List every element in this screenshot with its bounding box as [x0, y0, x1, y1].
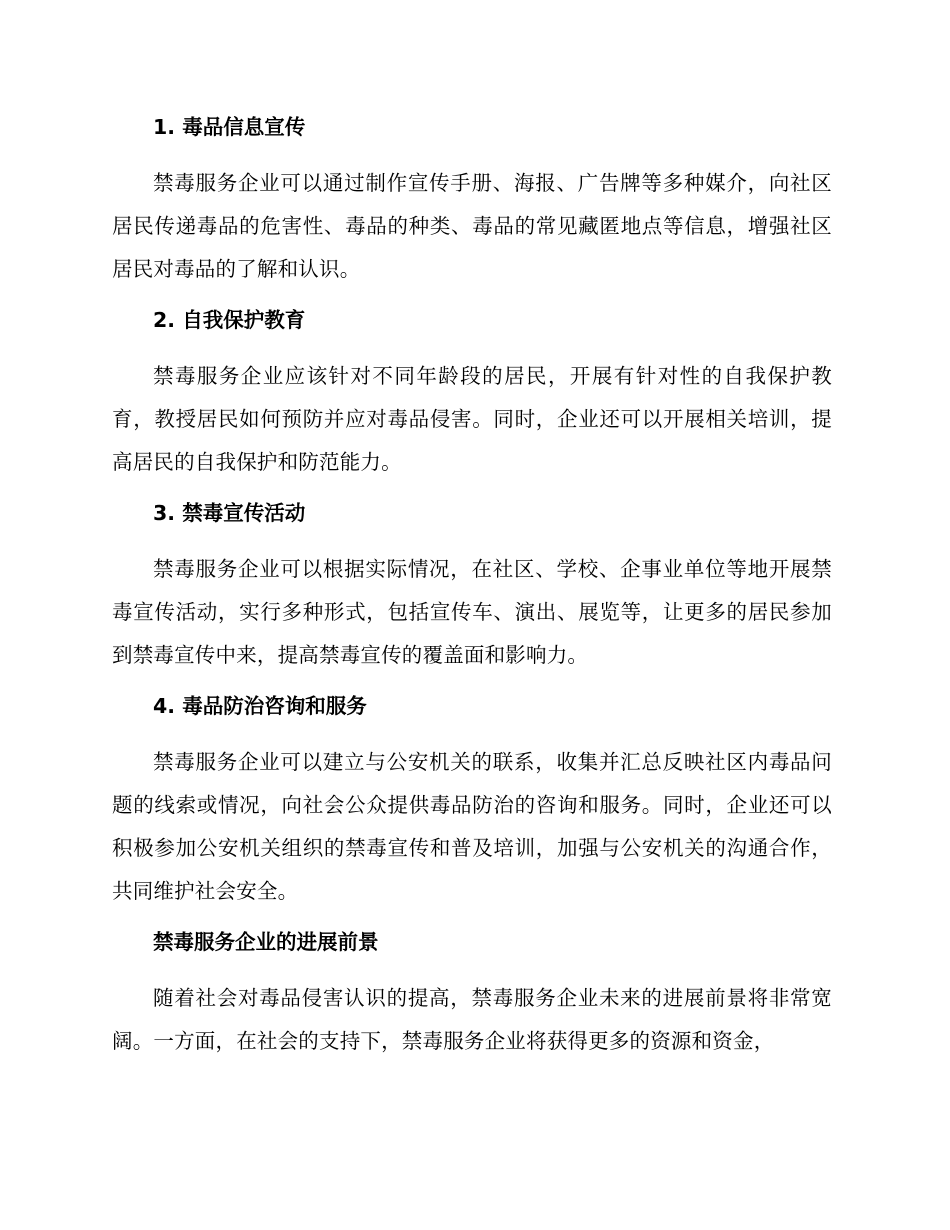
- section-paragraph: 禁毒服务企业可以根据实际情况，在社区、学校、企事业单位等地开展禁毒宣传活动，实行多种形式，包括宣传车、演出、展览等，让更多的居民参加到禁毒宣传中来，提高禁毒宣传的覆盖面和影响力。: [112, 557, 832, 667]
- section-heading: 3. 禁毒宣传活动: [153, 501, 306, 525]
- section-paragraph: 禁毒服务企业可以建立与公安机关的联系，收集并汇总反映社区内毒品问题的线索或情况，向社会公众提供毒品防治的咨询和服务。同时，企业还可以积极参加公安机关组织的禁毒宣传和普及培训，加强与公安机关的沟通合作，共同维护社会安全。: [112, 750, 832, 903]
- section-paragraph: 禁毒服务企业应该针对不同年龄段的居民，开展有针对性的自我保护教育，教授居民如何预防并应对毒品侵害。同时，企业还可以开展相关培训，提高居民的自我保护和防范能力。: [112, 364, 832, 474]
- section-heading: 禁毒服务企业的进展前景: [153, 930, 379, 954]
- section-paragraph: 禁毒服务企业可以通过制作宣传手册、海报、广告牌等多种媒介，向社区居民传递毒品的危害性、毒品的种类、毒品的常见藏匿地点等信息，增强社区居民对毒品的了解和认识。: [112, 171, 832, 281]
- section-heading: 1. 毒品信息宣传: [153, 115, 306, 139]
- section-heading: 2. 自我保护教育: [153, 308, 306, 332]
- section-paragraph: 随着社会对毒品侵害认识的提高，禁毒服务企业未来的进展前景将非常宽阔。一方面，在社会的支持下，禁毒服务企业将获得更多的资源和资金，: [112, 986, 832, 1053]
- section-heading: 4. 毒品防治咨询和服务: [153, 694, 367, 718]
- document-body: [112, 110, 832, 1075]
